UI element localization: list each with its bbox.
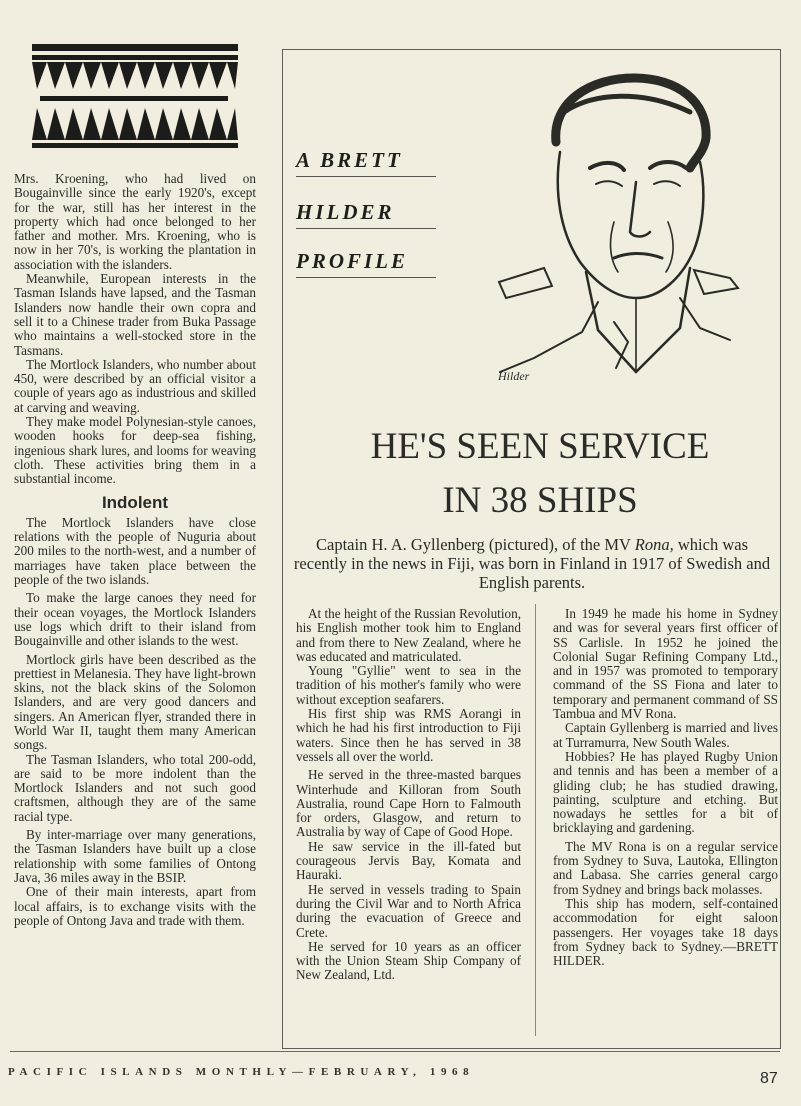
left-paragraph: Mrs. Kroening, who had lived on Bougainville since the early 1920's, except for the war, still has her interest in the property which had once belonged to her father and mother. Mrs. Kroening, who is now in her 70's, is working the plantation in association with the islanders.	[14, 171, 256, 272]
right-paragraph: The MV Rona is on a regular service from Sydney to Suva, Lautoka, Ellington and Labasa. She carries general cargo from Sydney and brings back molasses.	[553, 838, 778, 897]
headline	[300, 420, 780, 528]
page-number: 87	[760, 1070, 778, 1087]
right-paragraph: Hobbies? He has played Rugby Union and tennis and has been a member of a gliding club; he has studied drawing, painting, sculpture and etching. But nowadays he settles for a bit of bricklaying and gardening.	[553, 748, 778, 836]
left-paragraph: To make the large canoes they need for their ocean voyages, the Mortlock Islanders use logs which drift to their island from Bougainville and other islands to the west.	[14, 590, 256, 649]
right-paragraph: Captain Gyllenberg is married and lives at Turramurra, New South Wales.	[553, 720, 778, 750]
decorative-ornament	[32, 44, 238, 154]
profile-label-line2: HILDER	[296, 200, 436, 229]
intro-paragraph	[292, 535, 772, 592]
headline-line2: IN 38 SHIPS	[442, 480, 638, 521]
subheading-indolent: Indolent	[101, 492, 169, 512]
right-paragraph: This ship has modern, self-contained accommodation for eight saloon passengers. Her voyages take 18 days from Sydney back to Sydney.—BRETT HILDER.	[553, 895, 778, 969]
profile-label-line3: PROFILE	[296, 249, 436, 278]
headline-line1: HE'S SEEN SERVICE	[370, 426, 710, 467]
portrait-signature: Hilder	[498, 369, 530, 383]
middle-paragraph: He served in the three-masted barques Winterhude and Killoran from South Australia, round Cape Horn to Falmouth for orders, Glasgow, and return to Australia by way of Cape of Good Hope.	[296, 767, 521, 840]
left-paragraph: One of their main interests, apart from local affairs, is to exchange visits with the people of Ontong Java and trade with them.	[14, 884, 256, 928]
middle-paragraph: Young "Gyllie" went to sea in the tradition of his mother's family who were without exception seafarers.	[296, 663, 521, 707]
left-paragraph: They make model Polynesian-style canoes, wooden hooks for deep-sea fishing, ingenious shark lures, and looms for weaving cloth. These activities bring them in a substantial income.	[14, 414, 256, 487]
right-paragraph: In 1949 he made his home in Sydney and was for several years first officer of SS Carlisle. In 1952 he joined the Colonial Sugar Refining Company Ltd., and in 1957 was promoted to temporary command of the SS Fiona and later to temporary and permanent command of SS Tambua and MV Rona.	[553, 606, 778, 722]
middle-paragraph: He served in vessels trading to Spain during the Civil War and to North Africa during the evacuation of Greece and Crete.	[296, 881, 521, 940]
left-paragraph: The Tasman Islanders, who total 200-odd, are said to be more indolent than the Mortlock Islanders and not such good craftsmen, although they are of the same racial type.	[14, 751, 256, 824]
middle-paragraph: He served for 10 years as an officer with the Union Steam Ship Company of New Zealand, Ltd.	[296, 938, 521, 983]
footer-masthead: PACIFIC ISLANDS MONTHLY—FEBRUARY, 1968	[8, 1066, 475, 1078]
footer-rule	[10, 1051, 780, 1052]
left-column	[14, 172, 256, 928]
middle-column	[296, 607, 521, 983]
profile-label-line1: A BRETT	[296, 148, 436, 177]
middle-paragraph: He saw service in the ill-fated but courageous Jervis Bay, Komata and Hauraki.	[296, 838, 521, 883]
left-paragraph: The Mortlock Islanders have close relations with the people of Nuguria about 200 miles to the north-west, and a number of marriages have taken place between the people of the two islands.	[14, 514, 256, 588]
intro-post: which was recently in the news in Fiji, was born in Finland in 1917 of Swedish and English parents.	[293, 535, 771, 592]
left-paragraph: By inter-marriage over many generations, the Tasman Islanders have built up a close relationship with some families of Ontong Java, 36 miles away in the BSIP.	[14, 827, 256, 885]
middle-paragraph: His first ship was RMS Aorangi in which he had his first introduction to Fiji waters. Since then he has served in 38 vessels all over the world.	[296, 706, 521, 764]
left-paragraph: Meanwhile, European interests in the Tasman Islands have lapsed, and the Tasman Islanders now handle their own copra and sell it to a Chinese trader from Buka Passage who maintains a well-stocked store in the Tasmans.	[14, 271, 256, 358]
left-paragraph: Mortlock girls have been described as the prettiest in Melanesia. They have light-brown skins, not the black skins of the Solomon Islanders, and are very good dancers and singers. An American flyer, stranded there in World War II, taught them many American songs.	[14, 651, 256, 753]
intro-ship: Rona,	[634, 535, 674, 554]
middle-paragraph: At the height of the Russian Revolution, his English mother took him to England and from there to New Zealand, where he was educated and matriculated.	[296, 606, 521, 664]
intro-pre: Captain H. A. Gyllenberg (pictured), of the MV	[316, 535, 635, 554]
left-paragraph: The Mortlock Islanders, who number about 450, were described by an official visitor a couple of years ago as industrious and skilled at carving and weaving.	[14, 356, 256, 415]
portrait-sketch	[494, 72, 742, 388]
column-divider	[535, 604, 536, 1036]
right-column	[553, 607, 778, 968]
